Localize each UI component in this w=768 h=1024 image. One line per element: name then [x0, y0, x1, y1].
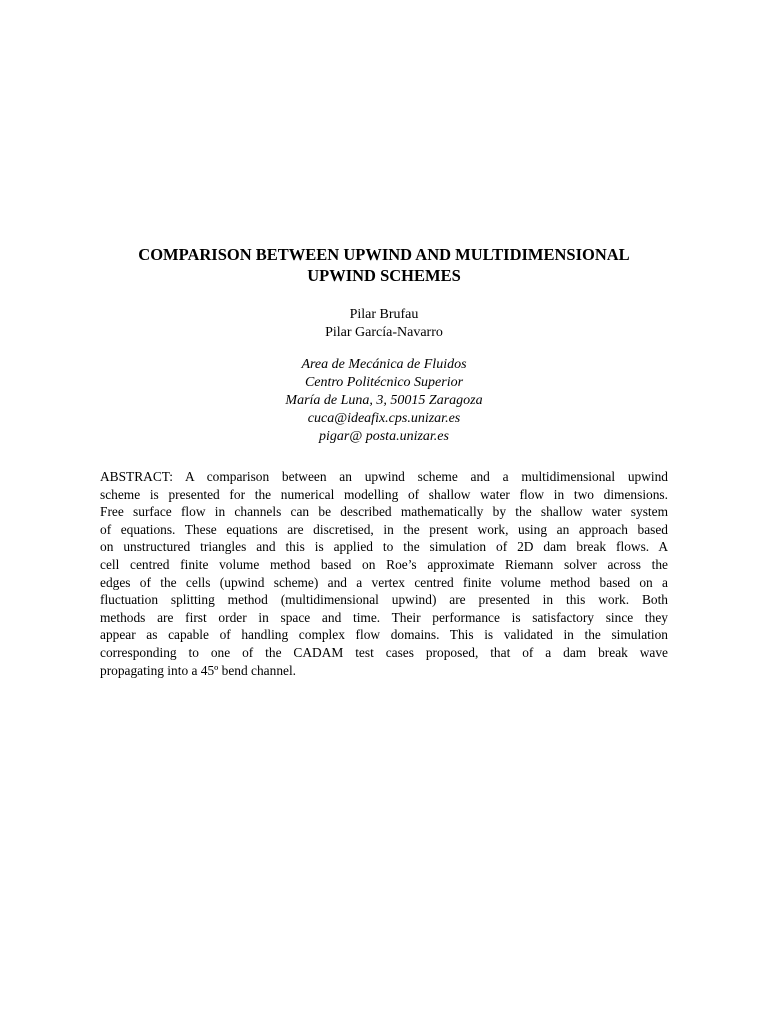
- author-name: Pilar Brufau: [349, 307, 419, 322]
- abstract-line: of equations. These equations are discretised, in the present work, using an approach based: [100, 521, 668, 537]
- abstract-line: ABSTRACT: A comparison between an upwind scheme and a multidimensional upwind: [100, 469, 668, 484]
- abstract-line: methods are first order in space and time. Their performance is satisfactory since they: [100, 609, 668, 625]
- paper-title-line-2: UPWIND SCHEMES: [307, 266, 461, 285]
- author-email: pigar@ posta.unizar.es: [319, 429, 449, 444]
- abstract-line: Free surface flow in channels can be described mathematically by the shallow water system: [100, 504, 668, 520]
- paper-title: [100, 244, 668, 286]
- author-name: Pilar García-Navarro: [325, 325, 443, 340]
- abstract-line: cell centred finite volume method based on Roe’s approximate Riemann solver across the: [100, 556, 668, 572]
- abstract-line: fluctuation splitting method (multidimensional upwind) are presented in this work. Both: [100, 592, 668, 608]
- affiliation-address: María de Luna, 3, 50015 Zaragoza: [285, 393, 483, 408]
- abstract-line: propagating into a 45º bend channel.: [100, 662, 297, 678]
- abstract-line: scheme is presented for the numerical modelling of shallow water flow in two dimensions.: [100, 486, 668, 502]
- abstract-line: corresponding to one of the CADAM test cases proposed, that of a dam break wave: [100, 644, 668, 660]
- abstract-line: on unstructured triangles and this is applied to the simulation of 2D dam break flows. A: [100, 539, 668, 555]
- abstract-paragraph: [100, 468, 668, 679]
- author-list: [100, 306, 668, 342]
- affiliation-institution: Centro Politécnico Superior: [304, 375, 464, 390]
- author-email: cuca@ideafix.cps.unizar.es: [307, 411, 461, 426]
- affiliation-department: Area de Mecánica de Fluidos: [301, 357, 467, 372]
- abstract-line: edges of the cells (upwind scheme) and a vertex centred finite volume method based on a: [100, 574, 668, 590]
- paper-title-line-1: COMPARISON BETWEEN UPWIND AND MULTIDIMENSIONAL: [138, 245, 630, 264]
- abstract-line: appear as capable of handling complex flow domains. This is validated in the simulation: [100, 627, 668, 643]
- affiliation-block: [100, 356, 668, 446]
